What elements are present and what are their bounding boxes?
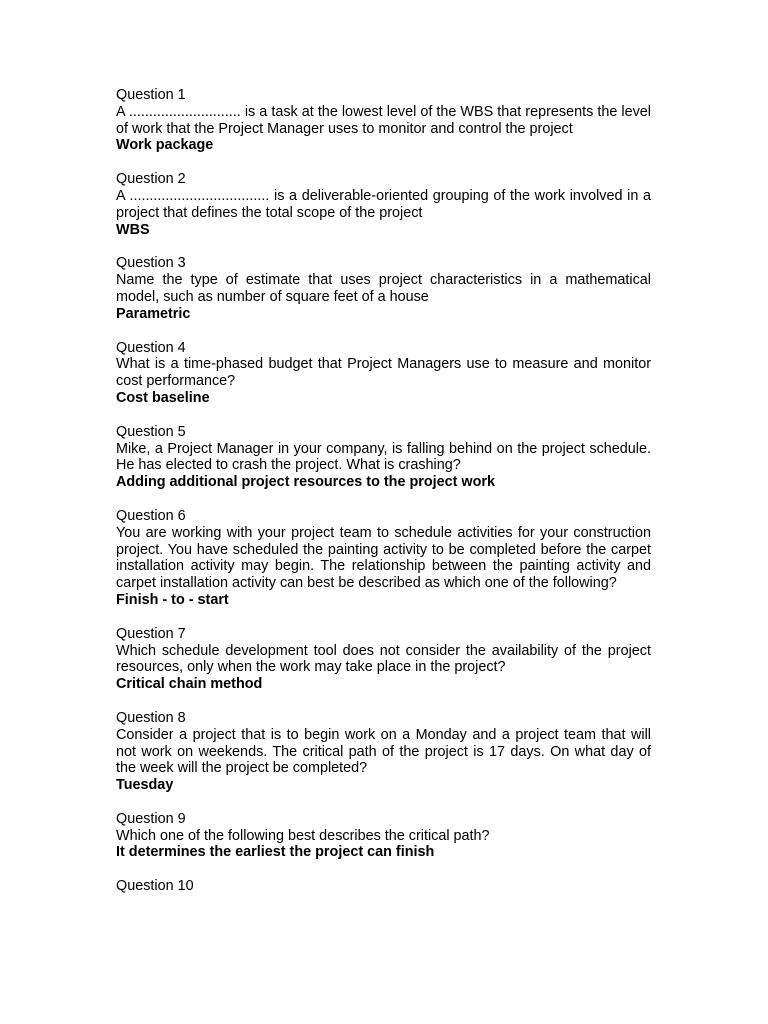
question-title: Question 3 [116,255,186,272]
question-answer: Cost baseline [116,389,210,406]
question-1 [116,87,651,154]
question-10 [116,878,651,895]
question-text: Mike, a Project Manager in your company, is falling behind on the project schedule. He has elected to crash the project. What is crashing? [116,440,651,474]
question-answer: Tuesday [116,777,174,794]
question-text: A ................................... is a deliverable-oriented grouping of the work involved in a project that defines the total scope of the project [116,187,651,221]
question-answer: It determines the earliest the project can finish [116,844,435,861]
question-answer: Parametric [116,305,191,322]
question-answer: WBS [116,221,150,238]
question-answer: Adding additional project resources to the project work [116,474,496,491]
question-answer: Work package [116,137,214,154]
question-4 [116,340,651,407]
question-title: Question 6 [116,507,186,524]
question-5 [116,424,651,491]
question-text: Name the type of estimate that uses project characteristics in a mathematical model, such as number of square feet of a house [116,272,651,305]
question-text: Which one of the following best describes the critical path? [116,827,490,844]
question-text: A ............................ is a task at the lowest level of the WBS that represents the level of work that the Project Manager uses to monitor and control the project [116,103,651,137]
question-title: Question 5 [116,423,186,440]
question-7 [116,626,651,693]
question-title: Question 9 [116,810,186,827]
question-title: Question 8 [116,709,186,726]
question-text: You are working with your project team to schedule activities for your construction project. You have scheduled the painting activity to be completed before the carpet installation activity may begin. The relationship between the painting activity and carpet installation activity can best be described as which one of the following? [116,524,651,592]
question-text: What is a time-phased budget that Project Managers use to measure and monitor cost performance? [116,356,651,390]
question-8 [116,710,651,794]
question-title: Question 7 [116,625,186,642]
question-text: Consider a project that is to begin work on a Monday and a project team that will not work on weekends. The critical path of the project is 17 days. On what day of the week will the project be completed? [116,726,651,777]
document-page [116,87,651,912]
question-2 [116,171,651,238]
question-answer: Critical chain method [116,676,263,693]
question-title: Question 10 [116,878,194,895]
question-text: Which schedule development tool does not consider the availability of the project resources, only when the work may take place in the project? [116,642,651,676]
question-6 [116,508,651,609]
question-title: Question 2 [116,171,186,188]
question-9 [116,811,651,861]
question-3 [116,255,651,322]
question-title: Question 4 [116,339,186,356]
question-answer: Finish - to - start [116,591,229,608]
question-title: Question 1 [116,87,186,103]
